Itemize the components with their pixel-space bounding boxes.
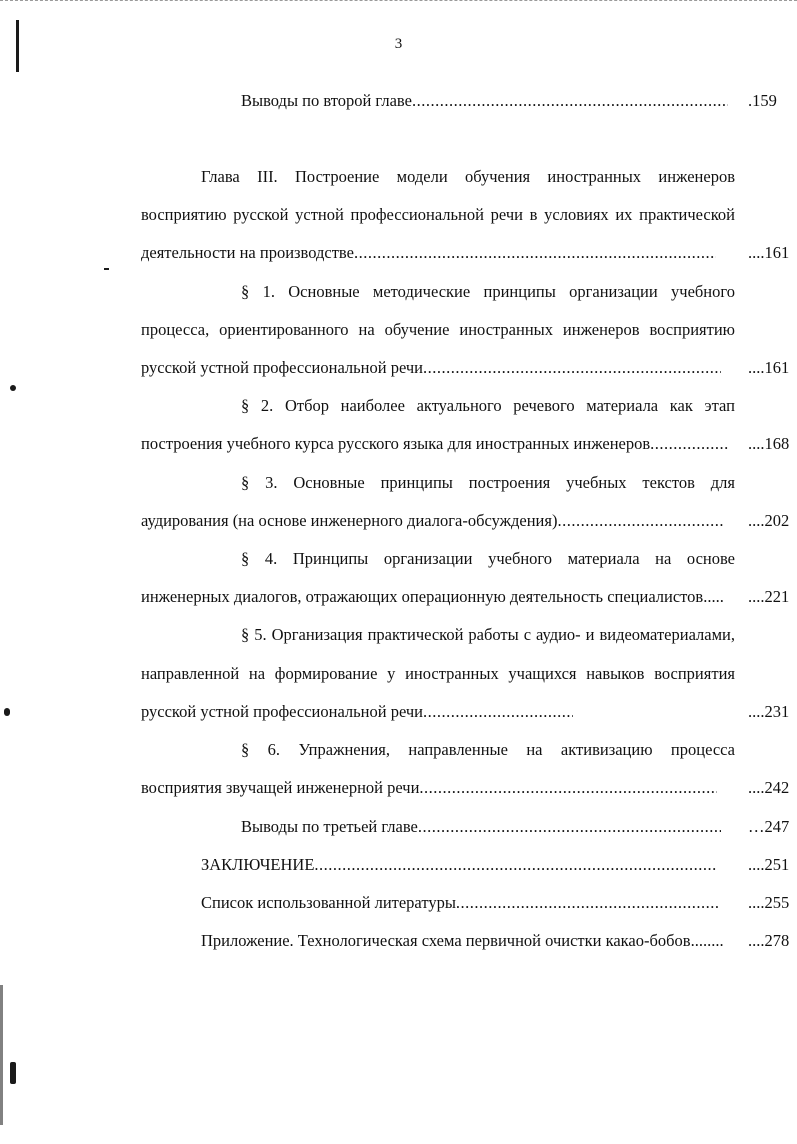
toc-entry-conclusion: ЗАКЛЮЧЕНИЕ ..... — [201, 855, 717, 875]
dot-leader — [650, 434, 729, 454]
toc-entry-conclusions-ch2 — [241, 91, 728, 111]
toc-page-number: ....168 — [748, 434, 790, 453]
toc-page-number: ....221 — [748, 587, 790, 606]
section-3-line-2: аудирования (на основе инженерного диалога-обсуждения) ..... — [141, 511, 725, 531]
scan-artifact-dot-2 — [4, 708, 10, 716]
toc-page-number: ....202 — [748, 511, 790, 530]
toc-page-number: …247 — [748, 817, 790, 836]
toc-entry-appendix: Приложение. Технологическая схема первичной очистки какао-бобов........ — [201, 931, 724, 950]
chapter-title-line-2: восприятию русской устной профессиональной речи в условиях их практической — [141, 205, 735, 224]
toc-entry-text: Выводы по второй главе — [241, 91, 412, 110]
toc-page-number: ....161 — [748, 358, 790, 377]
toc-page-number: ....278 — [748, 931, 790, 950]
section-2-line-2: построения учебного курса русского языка для иностранных инженеров ..... — [141, 434, 729, 454]
dot-leader — [418, 817, 721, 837]
dot-leader — [423, 358, 721, 378]
scan-top-edge — [0, 0, 797, 8]
scan-artifact-blot — [10, 1062, 16, 1084]
toc-entry-conclusions-ch3: Выводы по третьей главе ..... — [241, 817, 721, 837]
chapter-title-line-3: деятельности на производстве ..... — [141, 243, 716, 263]
section-6-line-1: § 6. Упражнения, направленные на активизацию процесса — [241, 740, 735, 759]
section-2-line-1: § 2. Отбор наиболее актуального речевого материала как этап — [241, 396, 735, 415]
dot-leader — [412, 91, 728, 111]
toc-page-number: ....231 — [748, 702, 790, 721]
section-5-line-3: русской устной профессиональной речи ..... — [141, 702, 573, 722]
dot-leader — [419, 778, 717, 798]
section-1-line-2: процесса, ориентированного на обучение иностранных инженеров восприятию — [141, 320, 735, 339]
toc-page-number: ....161 — [748, 243, 790, 262]
section-5-line-1: § 5. Организация практической работы с аудио- и видеоматериалами, — [241, 625, 735, 644]
section-6-line-2: восприятия звучащей инженерной речи ..... — [141, 778, 717, 798]
dot-leader — [423, 702, 573, 722]
toc-page-number: ....242 — [748, 778, 790, 797]
section-4-line-1: § 4. Принципы организации учебного материала на основе — [241, 549, 735, 568]
scan-artifact-dash — [104, 268, 109, 270]
toc-page-number: ....255 — [748, 893, 790, 912]
dot-leader — [557, 511, 725, 531]
toc-page-number: ....251 — [748, 855, 790, 874]
page-number: 3 — [394, 36, 403, 52]
section-5-line-2: направленной на формирование у иностранных учащихся навыков восприятия — [141, 664, 735, 683]
toc-entry-bibliography: Список использованной литературы ..... — [201, 893, 718, 913]
dot-leader — [354, 243, 716, 263]
toc-page-number: .159 — [748, 91, 777, 110]
section-1-line-1: § 1. Основные методические принципы организации учебного — [241, 282, 735, 301]
dot-leader — [456, 893, 718, 913]
dot-leader — [314, 855, 717, 875]
section-4-line-2: инженерных диалогов, отражающих операционную деятельность специалистов..... — [141, 587, 724, 606]
scan-artifact-edge — [0, 985, 3, 1125]
chapter-title-line-1: Глава III. Построение модели обучения иностранных инженеров — [201, 167, 735, 186]
section-3-line-1: § 3. Основные принципы построения учебных текстов для — [241, 473, 735, 492]
scan-artifact-dot-1 — [10, 385, 16, 391]
section-1-line-3: русской устной профессиональной речи ..... — [141, 358, 721, 378]
